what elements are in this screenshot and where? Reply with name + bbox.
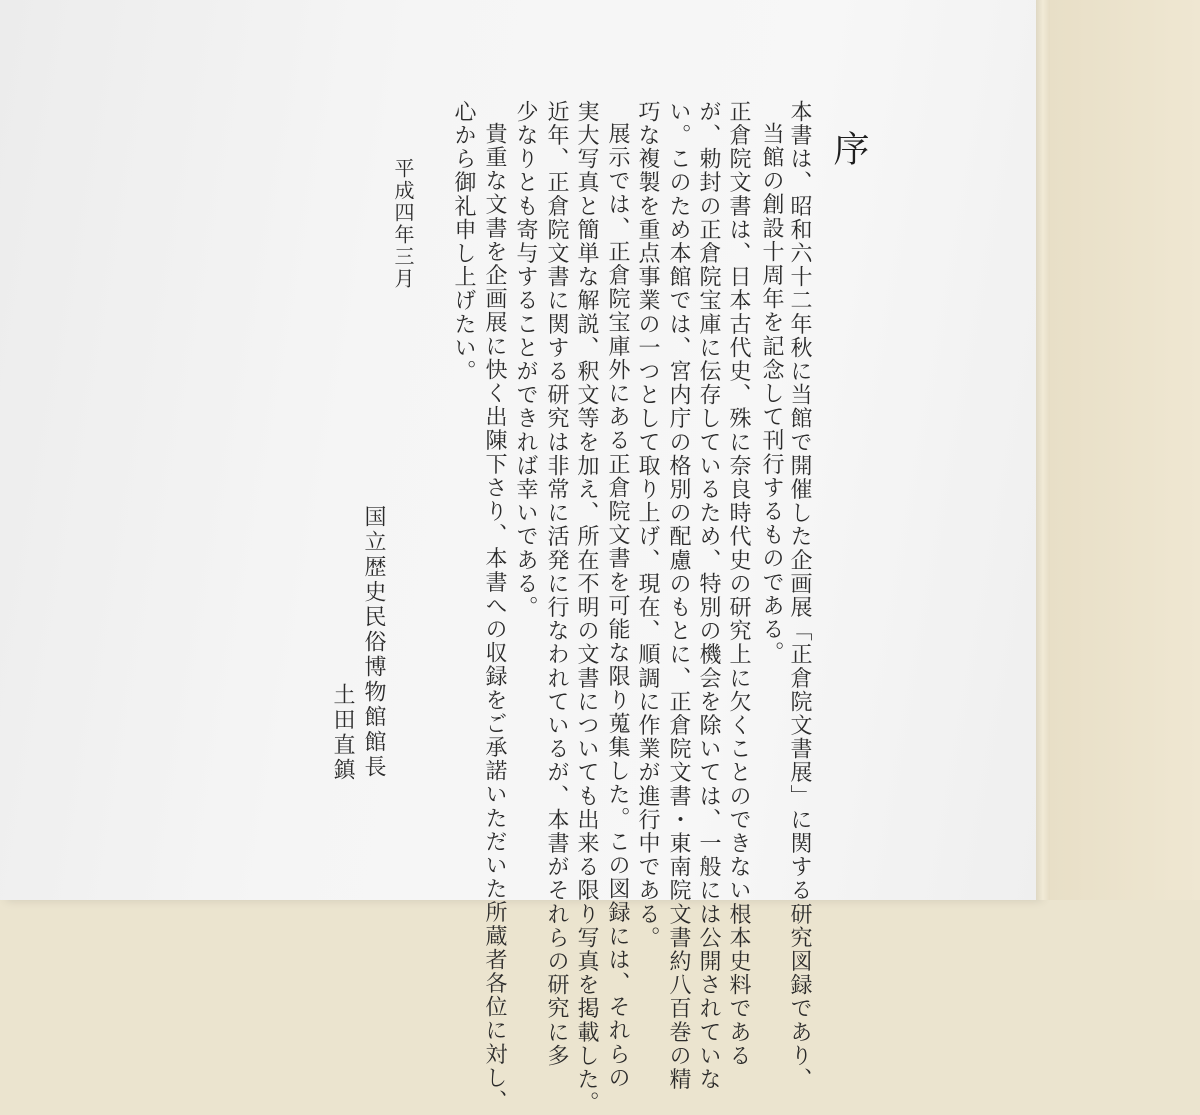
body-line-12: 心から御礼申し上げたい。 [451,100,476,384]
body-line-10: 少なりとも寄与することができれば幸いである。 [513,100,538,620]
body-line-7: 展示では、正倉院宝庫外にある正倉院文書を可能な限り蒐集した。この図録には、それらの [605,122,630,1090]
document-title: 序 [828,130,869,168]
page-edge [1036,0,1050,900]
under-page [1050,0,1200,900]
body-line-1: 本書は、昭和六十二年秋に当館で開催した企画展「正倉院文書展」に関する研究図録であり、 [787,100,812,1092]
body-line-4: が、勅封の正倉院宝庫に伝存しているため、特別の機会を除いては、一般には公開されていな [696,100,721,1092]
body-line-5: い。このため本館では、宮内庁の格別の配慮のもとに、正倉院文書・東南院文書約八百巻の精 [666,100,691,1092]
institution-name: 国立歴史民俗博物館館長 [361,505,386,780]
body-line-6: 巧な複製を重点事業の一つとして取り上げ、現在、順調に作業が進行中である。 [635,100,660,950]
document-date: 平成四年三月 [391,158,415,290]
body-line-2: 当館の創設十周年を記念して刊行するものである。 [759,122,784,665]
body-line-3: 正倉院文書は、日本古代史、殊に奈良時代史の研究上に欠くことのできない根本史料である [726,100,751,1068]
body-line-8: 実大写真と簡単な解説、釈文等を加え、所在不明の文書についても出来る限り写真を掲載した。 [574,100,599,1115]
body-line-9: 近年、正倉院文書に関する研究は非常に活発に行なわれているが、本書がそれらの研究に多 [544,100,569,1068]
signer-name: 土田直鎮 [330,683,355,783]
body-line-11: 貴重な文書を企画展に快く出陳下さり、本書への収録をご承諾いただいた所蔵者各位に対し、 [482,122,507,1114]
